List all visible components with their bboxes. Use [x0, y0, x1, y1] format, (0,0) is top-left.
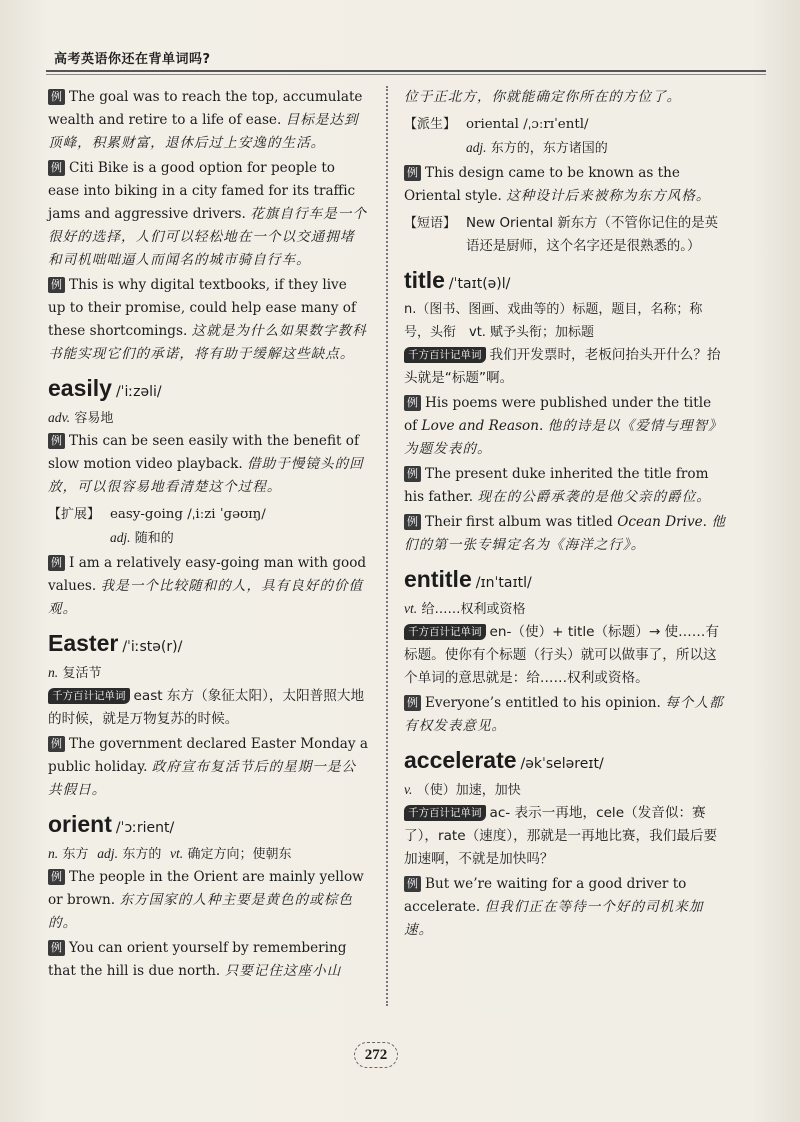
example-zh: 借助于慢镜头的回放，可以很容易地看清楚这个过程。 — [48, 456, 364, 495]
definition-text: 东方 — [62, 847, 89, 862]
example-sentence — [48, 937, 368, 983]
definition-text: 容易地 — [74, 411, 114, 426]
example-en-italic: Love and Reason — [421, 418, 539, 434]
example-tag: 例 — [48, 736, 65, 752]
example-tag: 例 — [48, 433, 65, 449]
example-zh: 我是一个比较随和的人，具有良好的价值观。 — [48, 578, 364, 617]
entry-headword-easter — [48, 629, 368, 661]
example-en: This can be seen easily with the benefit of slow motion video playback. — [48, 433, 360, 472]
phrase-text: New Oriental 新东方（不管你记住的是英语还是厨师，这个名字还是很熟悉的。） — [466, 216, 719, 254]
example-sentence — [404, 692, 728, 738]
part-of-speech: adv. — [48, 410, 71, 425]
example-zh: 他的诗是以《爱情与理智》为题发表的。 — [404, 418, 723, 457]
definition-text: 随和的 — [134, 531, 174, 546]
entry-headword-accelerate — [404, 746, 728, 778]
part-of-speech: adj. — [466, 140, 487, 155]
extension-label: 【扩展】 — [48, 507, 101, 522]
memory-tip — [404, 802, 728, 871]
phonetic: /ˈiːzəli/ — [115, 384, 162, 400]
example-zh: 政府宣布复活节后的星期一是公共假日。 — [48, 759, 357, 798]
example-zh: 他们的第一张专辑定名为《海洋之行》。 — [404, 514, 726, 553]
definition: n.（图书、图画、戏曲等的）标题，题目，名称；称号，头衔 vt. 赋予头衔；加标题 — [404, 302, 703, 340]
memory-text: en-（使）+ title（标题）→ 使……有标题。使你有个标题（行头）就可以做事了，所以这个单词的意思就是：给……权利或资格。 — [404, 624, 719, 686]
example-en: His poems were published under the title of — [404, 395, 712, 434]
derived-body — [466, 113, 608, 160]
example-sentence — [404, 873, 728, 942]
left-column — [48, 86, 368, 985]
example-sentence — [404, 511, 728, 557]
example-sentence — [48, 86, 368, 155]
definition-text: 复活节 — [62, 666, 102, 681]
definition-text: 东方的，东方诸国的 — [490, 141, 608, 156]
phonetic: /əkˈseləreɪt/ — [520, 756, 604, 772]
page-number: 272 — [354, 1042, 398, 1068]
example-sentence — [48, 157, 368, 272]
entry-headword-entitle — [404, 565, 728, 597]
definition-text: 给……权利或资格 — [421, 602, 526, 617]
example-en: This design came to be known as the Oriental style. — [404, 165, 680, 204]
example-sentence — [404, 463, 728, 509]
memory-tag: 千方百计记单词 — [404, 805, 486, 821]
phonetic: /ˈiːstə(r)/ — [122, 639, 183, 655]
definition — [404, 597, 728, 621]
phonetic: /ˈtaɪt(ə)l/ — [448, 276, 511, 292]
example-zh: 位于正北方，你就能确定你所在的方位了。 — [404, 89, 682, 105]
headword: accelerate — [404, 747, 517, 773]
definition-text: 东方的 — [122, 847, 162, 862]
memory-text: 我们开发票时，老板问抬头开什么？抬头就是“标题”啊。 — [404, 347, 721, 386]
example-zh: 这种设计后来被称为东方风格。 — [506, 188, 711, 204]
derived-label: 【派生】 — [404, 117, 457, 132]
memory-tip — [404, 344, 728, 390]
memory-tag: 千方百计记单词 — [404, 347, 486, 363]
part-of-speech: vt. — [404, 601, 418, 616]
headword: title — [404, 267, 445, 293]
example-tag: 例 — [404, 395, 421, 411]
example-zh: 但我们正在等待一个好的司机来加速。 — [404, 899, 704, 938]
extension-word: easy-going /ˌiːzi ˈɡəʊɪŋ/ — [110, 507, 266, 522]
page-header — [46, 38, 766, 78]
extension-block — [48, 503, 368, 550]
example-en: The government declared Easter Monday a public holiday. — [48, 736, 369, 775]
example-en: But we’re waiting for a good driver to accelerate. — [404, 876, 687, 915]
entry-headword-title — [404, 266, 728, 298]
phonetic: /ˈɔːrient/ — [115, 820, 175, 836]
part-of-speech: v. — [404, 782, 413, 797]
example-tag: 例 — [48, 869, 65, 885]
example-zh: 花旗自行车是一个很好的选择，人们可以轻松地在一个以交通拥堵和司机咄咄逼人而闻名的城市骑自行车。 — [48, 206, 367, 268]
derived-block — [404, 113, 728, 160]
example-en-italic: Ocean Drive — [617, 514, 703, 530]
part-of-speech: vt. — [169, 846, 184, 861]
header-rule-thin — [46, 74, 766, 75]
example-en: Everyone’s entitled to his opinion. — [425, 695, 661, 711]
example-en: This is why digital textbooks, if they live up to their promise, could help ease many of these shortcomings. — [48, 277, 357, 339]
example-tag: 例 — [404, 165, 421, 181]
part-of-speech: adj. — [110, 530, 131, 545]
entry-headword-orient — [48, 810, 368, 842]
definition — [48, 842, 368, 866]
example-sentence — [404, 392, 728, 461]
example-tag: 例 — [48, 555, 65, 571]
example-tag: 例 — [404, 466, 421, 482]
definition — [48, 406, 368, 430]
example-tag: 例 — [404, 695, 421, 711]
memory-tag: 千方百计记单词 — [404, 624, 486, 640]
example-tag: 例 — [48, 940, 65, 956]
example-en: The people in the Orient are mainly yellow or brown. — [48, 869, 364, 908]
example-zh: 现在的公爵承袭的是他父亲的爵位。 — [477, 489, 711, 505]
example-zh: 每个人都有权发表意见。 — [404, 695, 724, 734]
header-title: 高考英语你还在背单词吗? — [54, 52, 211, 67]
memory-text: ac- 表示一再地，cele（发音似：赛了），rate（速度），那就是一再地比赛，我们最后要加速啊，不就是加快吗？ — [404, 805, 718, 867]
headword: Easter — [48, 630, 119, 656]
header-rule — [46, 70, 766, 72]
example-en: Their first album was titled — [425, 514, 618, 530]
example-sentence — [48, 733, 368, 802]
example-sentence — [48, 552, 368, 621]
memory-tip — [404, 621, 728, 690]
memory-tip — [48, 685, 368, 731]
example-en: . — [702, 514, 707, 530]
headword: entitle — [404, 566, 472, 592]
phrase-label: 【短语】 — [404, 216, 457, 231]
phonetic: /ɪnˈtaɪtl/ — [475, 575, 532, 591]
example-en: The present duke inherited the title from his father. — [404, 466, 709, 505]
definition — [404, 778, 728, 802]
example-en: I am a relatively easy-going man with good values. — [48, 555, 367, 594]
part-of-speech: n. — [48, 846, 59, 861]
example-en: Citi Bike is a good option for people to ease into biking in a city famed for its traffic jams and aggressive drivers. — [48, 160, 356, 222]
column-divider — [386, 86, 388, 1006]
example-en: . — [539, 418, 544, 434]
memory-tag: 千方百计记单词 — [48, 688, 130, 704]
definition-text: 确定方向；使朝东 — [187, 847, 292, 862]
example-zh: 目标是达到顶峰，积累财富，退休后过上安逸的生活。 — [48, 112, 359, 151]
example-tag: 例 — [48, 277, 65, 293]
extension-body — [110, 503, 266, 550]
example-sentence — [48, 430, 368, 499]
headword: easily — [48, 375, 112, 401]
example-continuation — [404, 86, 728, 109]
derived-word: oriental /ˌɔːrɪˈentl/ — [466, 117, 589, 132]
definition — [48, 661, 368, 685]
example-tag: 例 — [48, 160, 65, 176]
right-column — [404, 86, 728, 944]
definition-text: （使）加速，加快 — [416, 783, 521, 798]
example-sentence — [48, 274, 368, 366]
example-sentence — [48, 866, 368, 935]
headword: orient — [48, 811, 112, 837]
example-tag: 例 — [404, 514, 421, 530]
example-zh: 东方国家的人种主要是黄色的或棕色的。 — [48, 892, 353, 931]
example-tag: 例 — [48, 89, 65, 105]
phrase-block — [404, 212, 728, 258]
memory-text: east 东方（象征太阳），太阳普照大地的时候，就是万物复苏的时候。 — [48, 688, 365, 727]
part-of-speech: n. — [48, 665, 59, 680]
example-en: The goal was to reach the top, accumulate wealth and retire to a life of ease. — [48, 89, 363, 128]
example-sentence — [404, 162, 728, 208]
part-of-speech: adj. — [97, 846, 118, 861]
example-zh: 只要记住这座小山 — [224, 963, 342, 979]
example-tag: 例 — [404, 876, 421, 892]
entry-headword-easily — [48, 374, 368, 406]
example-zh: 这就是为什么如果数字教科书能实现它们的承诺，将有助于缓解这些缺点。 — [48, 323, 367, 362]
example-en: You can orient yourself by remembering that the hill is due north. — [48, 940, 347, 979]
